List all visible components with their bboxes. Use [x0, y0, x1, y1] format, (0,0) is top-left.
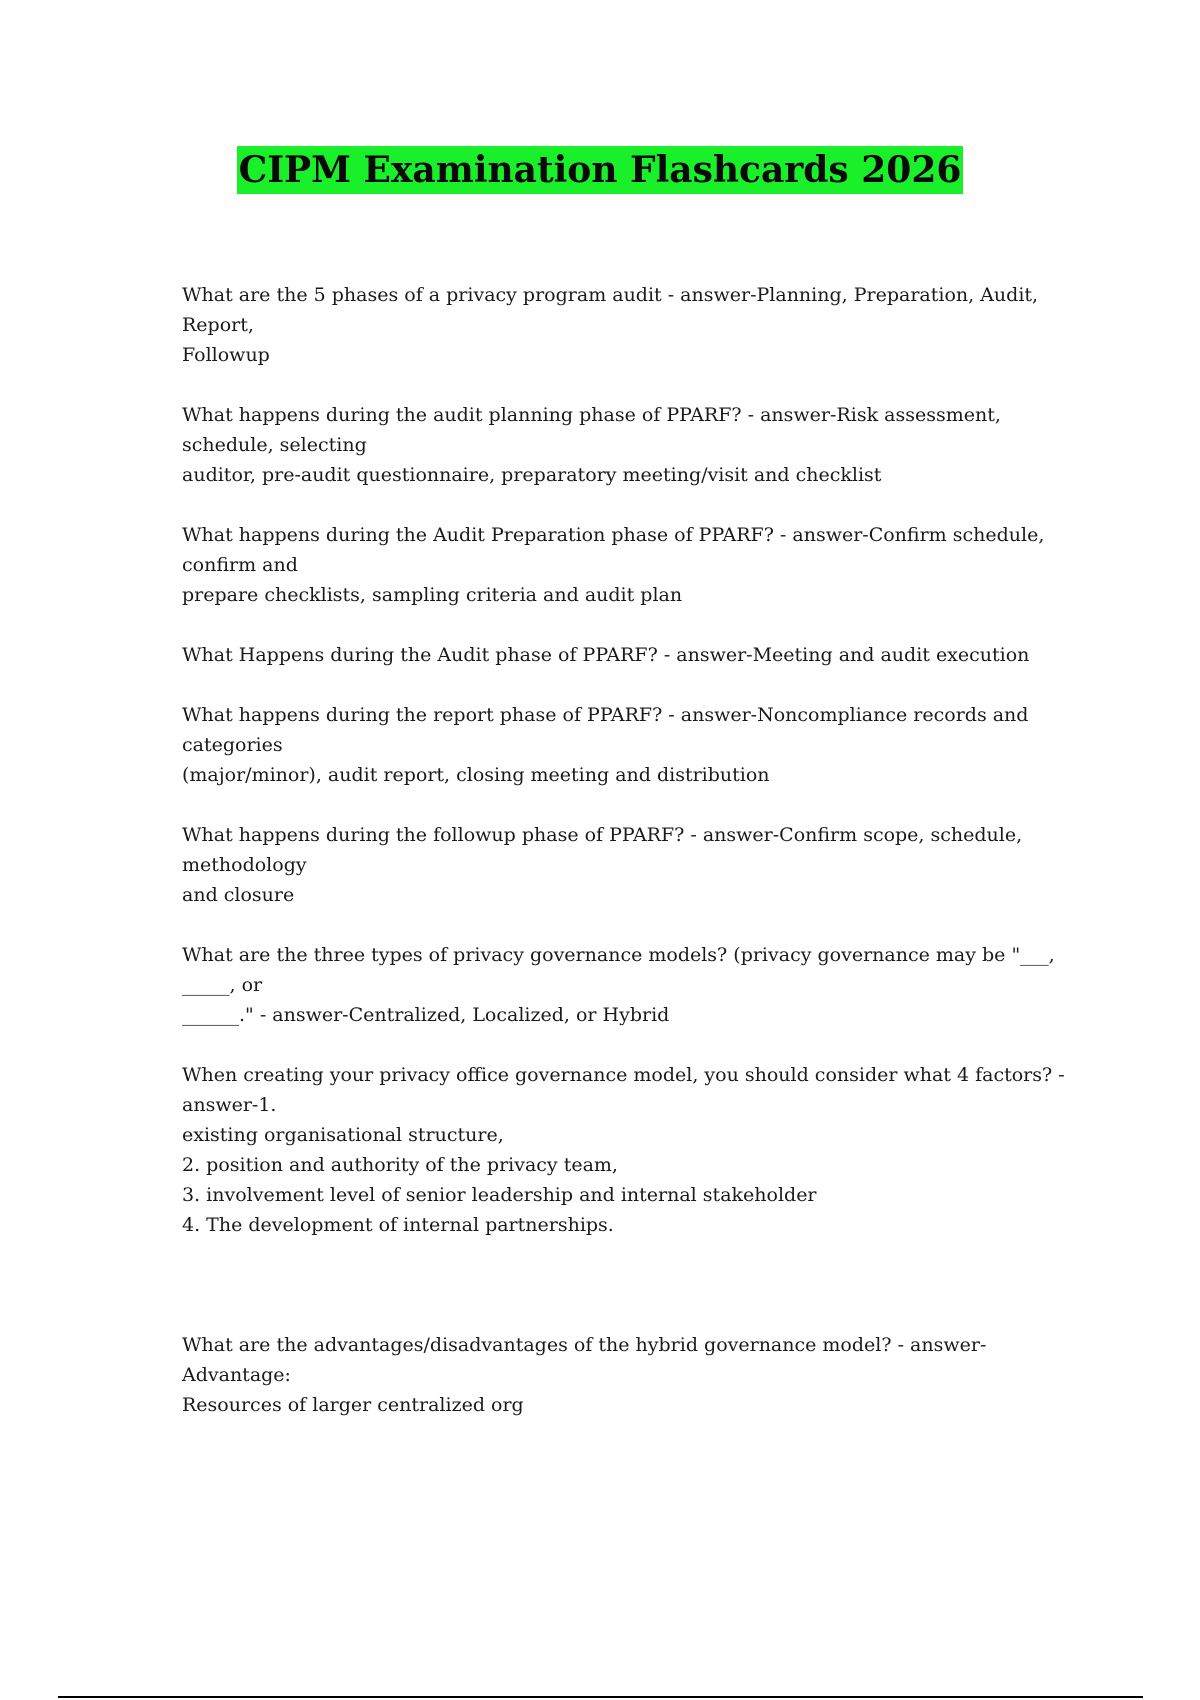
flashcard-line: and closure: [182, 884, 295, 906]
flashcard-line: (major/minor), audit report, closing meeting and distribution: [182, 764, 770, 786]
flashcard-line: 4. The development of internal partnerships.: [182, 1214, 614, 1236]
flashcard-line: ______." - answer-Centralized, Localized, or Hybrid: [182, 1004, 670, 1026]
flashcard-list: [182, 280, 1065, 1450]
title-container: [0, 146, 1200, 194]
flashcard: [182, 400, 1062, 490]
flashcard-line: confirm and: [182, 554, 298, 576]
flashcard-line: What happens during the report phase of PPARF? - answer-Noncompliance records and: [182, 704, 1029, 726]
flashcard-line: What Happens during the Audit phase of PPARF? - answer-Meeting and audit execution: [182, 644, 1030, 666]
flashcard-line: prepare checklists, sampling criteria and audit plan: [182, 584, 683, 606]
flashcard-line: methodology: [182, 854, 307, 876]
flashcard-line: What are the advantages/disadvantages of the hybrid governance model? - answer-: [182, 1334, 987, 1356]
flashcard: [182, 280, 1062, 370]
flashcard-line: Report,: [182, 314, 254, 336]
flashcard-line: What are the 5 phases of a privacy program audit - answer-Planning, Preparation, Audit,: [182, 284, 1039, 306]
flashcard-line: Resources of larger centralized org: [182, 1394, 524, 1416]
flashcard-line: Advantage:: [182, 1364, 291, 1386]
flashcard: [182, 640, 1062, 670]
flashcard: [182, 520, 1062, 610]
flashcard-line: auditor, pre-audit questionnaire, preparatory meeting/visit and checklist: [182, 464, 882, 486]
flashcard-line: What happens during the audit planning phase of PPARF? - answer-Risk assessment,: [182, 404, 1001, 426]
flashcard-line: When creating your privacy office governance model, you should consider what 4 factors? -: [182, 1064, 1065, 1086]
flashcard-line: answer-1.: [182, 1094, 277, 1116]
flashcard-line: Followup: [182, 344, 270, 366]
flashcard-line: categories: [182, 734, 283, 756]
flashcard: [182, 1330, 1062, 1420]
flashcard: [182, 940, 1062, 1030]
document-title: CIPM Examination Flashcards 2026: [237, 146, 964, 194]
flashcard-line: What happens during the followup phase of PPARF? - answer-Confirm scope, schedule,: [182, 824, 1023, 846]
flashcard-line: 3. involvement level of senior leadership and internal stakeholder: [182, 1184, 817, 1206]
flashcard: [182, 700, 1062, 790]
flashcard-line: What happens during the Audit Preparation phase of PPARF? - answer-Confirm schedule,: [182, 524, 1045, 546]
flashcard-line: 2. position and authority of the privacy team,: [182, 1154, 618, 1176]
flashcard-line: existing organisational structure,: [182, 1124, 504, 1146]
footer-rule: [58, 1696, 1143, 1698]
flashcard: [182, 820, 1062, 910]
flashcard: [182, 1060, 1065, 1240]
flashcard-line: schedule, selecting: [182, 434, 367, 456]
flashcard-line: _____, or: [182, 974, 263, 996]
flashcard-line: What are the three types of privacy governance models? (privacy governance may be "___,: [182, 944, 1055, 966]
